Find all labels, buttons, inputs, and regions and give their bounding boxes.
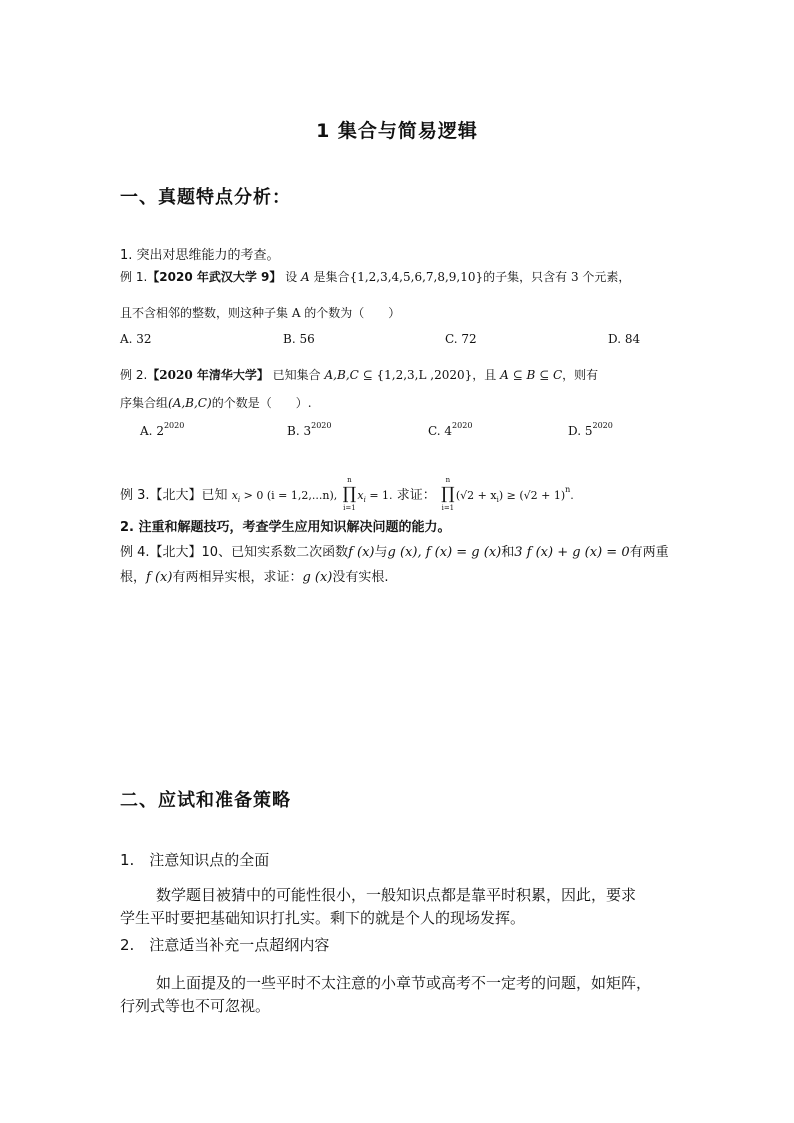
cond-rest: > 0 (i = 1,2,...n), <box>240 489 338 502</box>
ex4-line2-g: g (x) <box>302 570 333 585</box>
example-1-text-a: 设 <box>285 270 298 284</box>
option-letter: A. <box>140 424 153 438</box>
example-1-line-1 <box>120 268 630 285</box>
example-3-condition <box>231 489 338 505</box>
example-4-line-2 <box>120 566 389 585</box>
strategy-item-2-body-line-1: 如上面提及的一些平时不太注意的小章节或高考不一定考的问题，如矩阵， <box>156 974 652 992</box>
option-exponent: 2020 <box>452 421 473 430</box>
example-1-var: A <box>301 270 310 284</box>
example-2-option-a <box>140 421 184 438</box>
product-lower-limit: i=1 <box>441 504 455 512</box>
product-sub: i <box>363 496 366 505</box>
ex4-text-b: 与 <box>374 545 388 560</box>
strategy-item-2-title: 2. 注意适当补充一点超纲内容 <box>120 936 330 954</box>
ex4-eq2: 3 f (x) + g (x) = 0 <box>514 545 630 560</box>
strategy-item-1-title: 1. 注意知识点的全面 <box>120 851 270 869</box>
product-symbol: n ∏ i=1 <box>342 476 357 512</box>
example-2-option-c <box>428 421 472 438</box>
ineq-left: (√2 + x <box>455 489 497 502</box>
example-1-source: 【2020 年武汉大学 9】 <box>147 270 282 284</box>
example-2-option-b <box>287 421 331 438</box>
example-2-text-a: 已知集合 <box>272 368 321 382</box>
example-3-label: 例 3.【北大】已知 <box>120 488 228 503</box>
point-1: 1. 突出对思维能力的考查。 <box>120 248 280 263</box>
ex4-g: g (x) <box>387 545 418 560</box>
option-base: 2 <box>156 424 164 438</box>
example-1-label: 例 1. <box>120 270 148 284</box>
ex4-line2-a: 根， <box>120 570 147 585</box>
strategy-item-1-body-line-1: 数学题目被猜中的可能性很小，一般知识点都是靠平时积累，因此，要求 <box>156 886 637 904</box>
example-2-tuple: (A,B,C) <box>168 396 212 410</box>
ex4-line2-b: 有两相异实根，求证： <box>172 570 303 585</box>
option-exponent: 2020 <box>311 421 332 430</box>
example-2-text-b: ，且 <box>472 368 497 382</box>
product-symbol: n ∏ i=1 <box>441 476 455 512</box>
option-base: 4 <box>444 424 453 438</box>
example-2-line2-a: 序集合组 <box>120 396 169 410</box>
product-rest: = 1. <box>365 489 393 502</box>
strategy-item-1-body-line-2: 学生平时要把基础知识打扎实。剩下的就是个人的现场发挥。 <box>120 909 526 927</box>
example-3-inequality <box>440 476 574 512</box>
example-2-chain: A ⊆ B ⊆ C <box>500 368 563 382</box>
example-1-option-d: D. 84 <box>608 332 641 346</box>
example-1-text-c: 的子集，只含有 3 个元素， <box>483 270 631 284</box>
ex4-text-a: 例 4.【北大】10、已知实系数二次函数 <box>120 545 349 560</box>
example-3-prove: 求证： <box>396 488 436 503</box>
option-letter: D. <box>568 424 582 438</box>
section-heading-1: 一、真题特点分析： <box>120 187 291 208</box>
example-1-set: {1,2,3,4,5,6,7,8,9,10} <box>349 270 484 284</box>
example-3 <box>120 476 574 512</box>
example-2-line-2 <box>120 394 312 411</box>
example-2-subset-expr: ⊆ {1,2,3,L ,2020} <box>362 368 473 382</box>
ineq-sub: i <box>496 496 499 505</box>
strategy-item-2-body-line-2: 行列式等也不可忽视。 <box>120 997 271 1015</box>
example-1-option-c: C. 72 <box>445 332 477 346</box>
product-var: x <box>357 489 364 502</box>
example-4-line-1 <box>120 541 669 560</box>
example-2-line-1 <box>120 366 598 383</box>
example-1-line-2: 且不含相邻的整数，则这种子集 A 的个数为（ ） <box>120 306 401 320</box>
example-2-text-c: ，则有 <box>562 368 599 382</box>
option-letter: B. <box>287 424 300 438</box>
example-2-line2-b: 的个数是（ ）. <box>211 396 312 410</box>
ineq-right: ) ≥ (√2 + 1) <box>498 489 566 502</box>
example-2-label: 例 2. <box>120 368 148 382</box>
ineq-exponent: n <box>565 485 571 494</box>
cond-var: x <box>231 489 238 502</box>
option-exponent: 2020 <box>592 421 613 430</box>
ex4-f: f (x) <box>348 545 375 560</box>
example-1-option-b: B. 56 <box>283 332 315 346</box>
ex4-line2-c: 没有实根. <box>332 570 389 585</box>
page-title: 1 集合与简易逻辑 <box>316 120 478 142</box>
section-heading-2: 二、应试和准备策略 <box>120 790 291 811</box>
ex4-text-c: 和 <box>501 545 515 560</box>
cond-sub: i <box>237 496 241 505</box>
option-letter: C. <box>428 424 441 438</box>
ex4-text-d: 有两重 <box>629 545 669 560</box>
product-lower-limit: i=1 <box>343 504 356 512</box>
ex4-eq1: , f (x) = g (x) <box>417 545 502 560</box>
example-1-option-a: A. 32 <box>120 332 152 346</box>
example-1-text-b: 是集合 <box>313 270 350 284</box>
product-upper-limit: n <box>347 476 352 484</box>
option-base: 5 <box>584 424 593 438</box>
option-base: 3 <box>303 424 312 438</box>
example-2-sets: A,B,C <box>324 368 359 382</box>
option-exponent: 2020 <box>163 421 185 430</box>
example-2-option-d <box>568 421 613 438</box>
ex4-line2-f: f (x) <box>146 570 173 585</box>
example-3-product <box>341 476 393 512</box>
point-2: 2. 注重和解题技巧，考查学生应用知识解决问题的能力。 <box>120 520 451 535</box>
product-upper-limit: n <box>445 476 451 484</box>
ineq-end: . <box>570 489 574 502</box>
example-2-source: 【2020 年清华大学】 <box>147 368 269 382</box>
